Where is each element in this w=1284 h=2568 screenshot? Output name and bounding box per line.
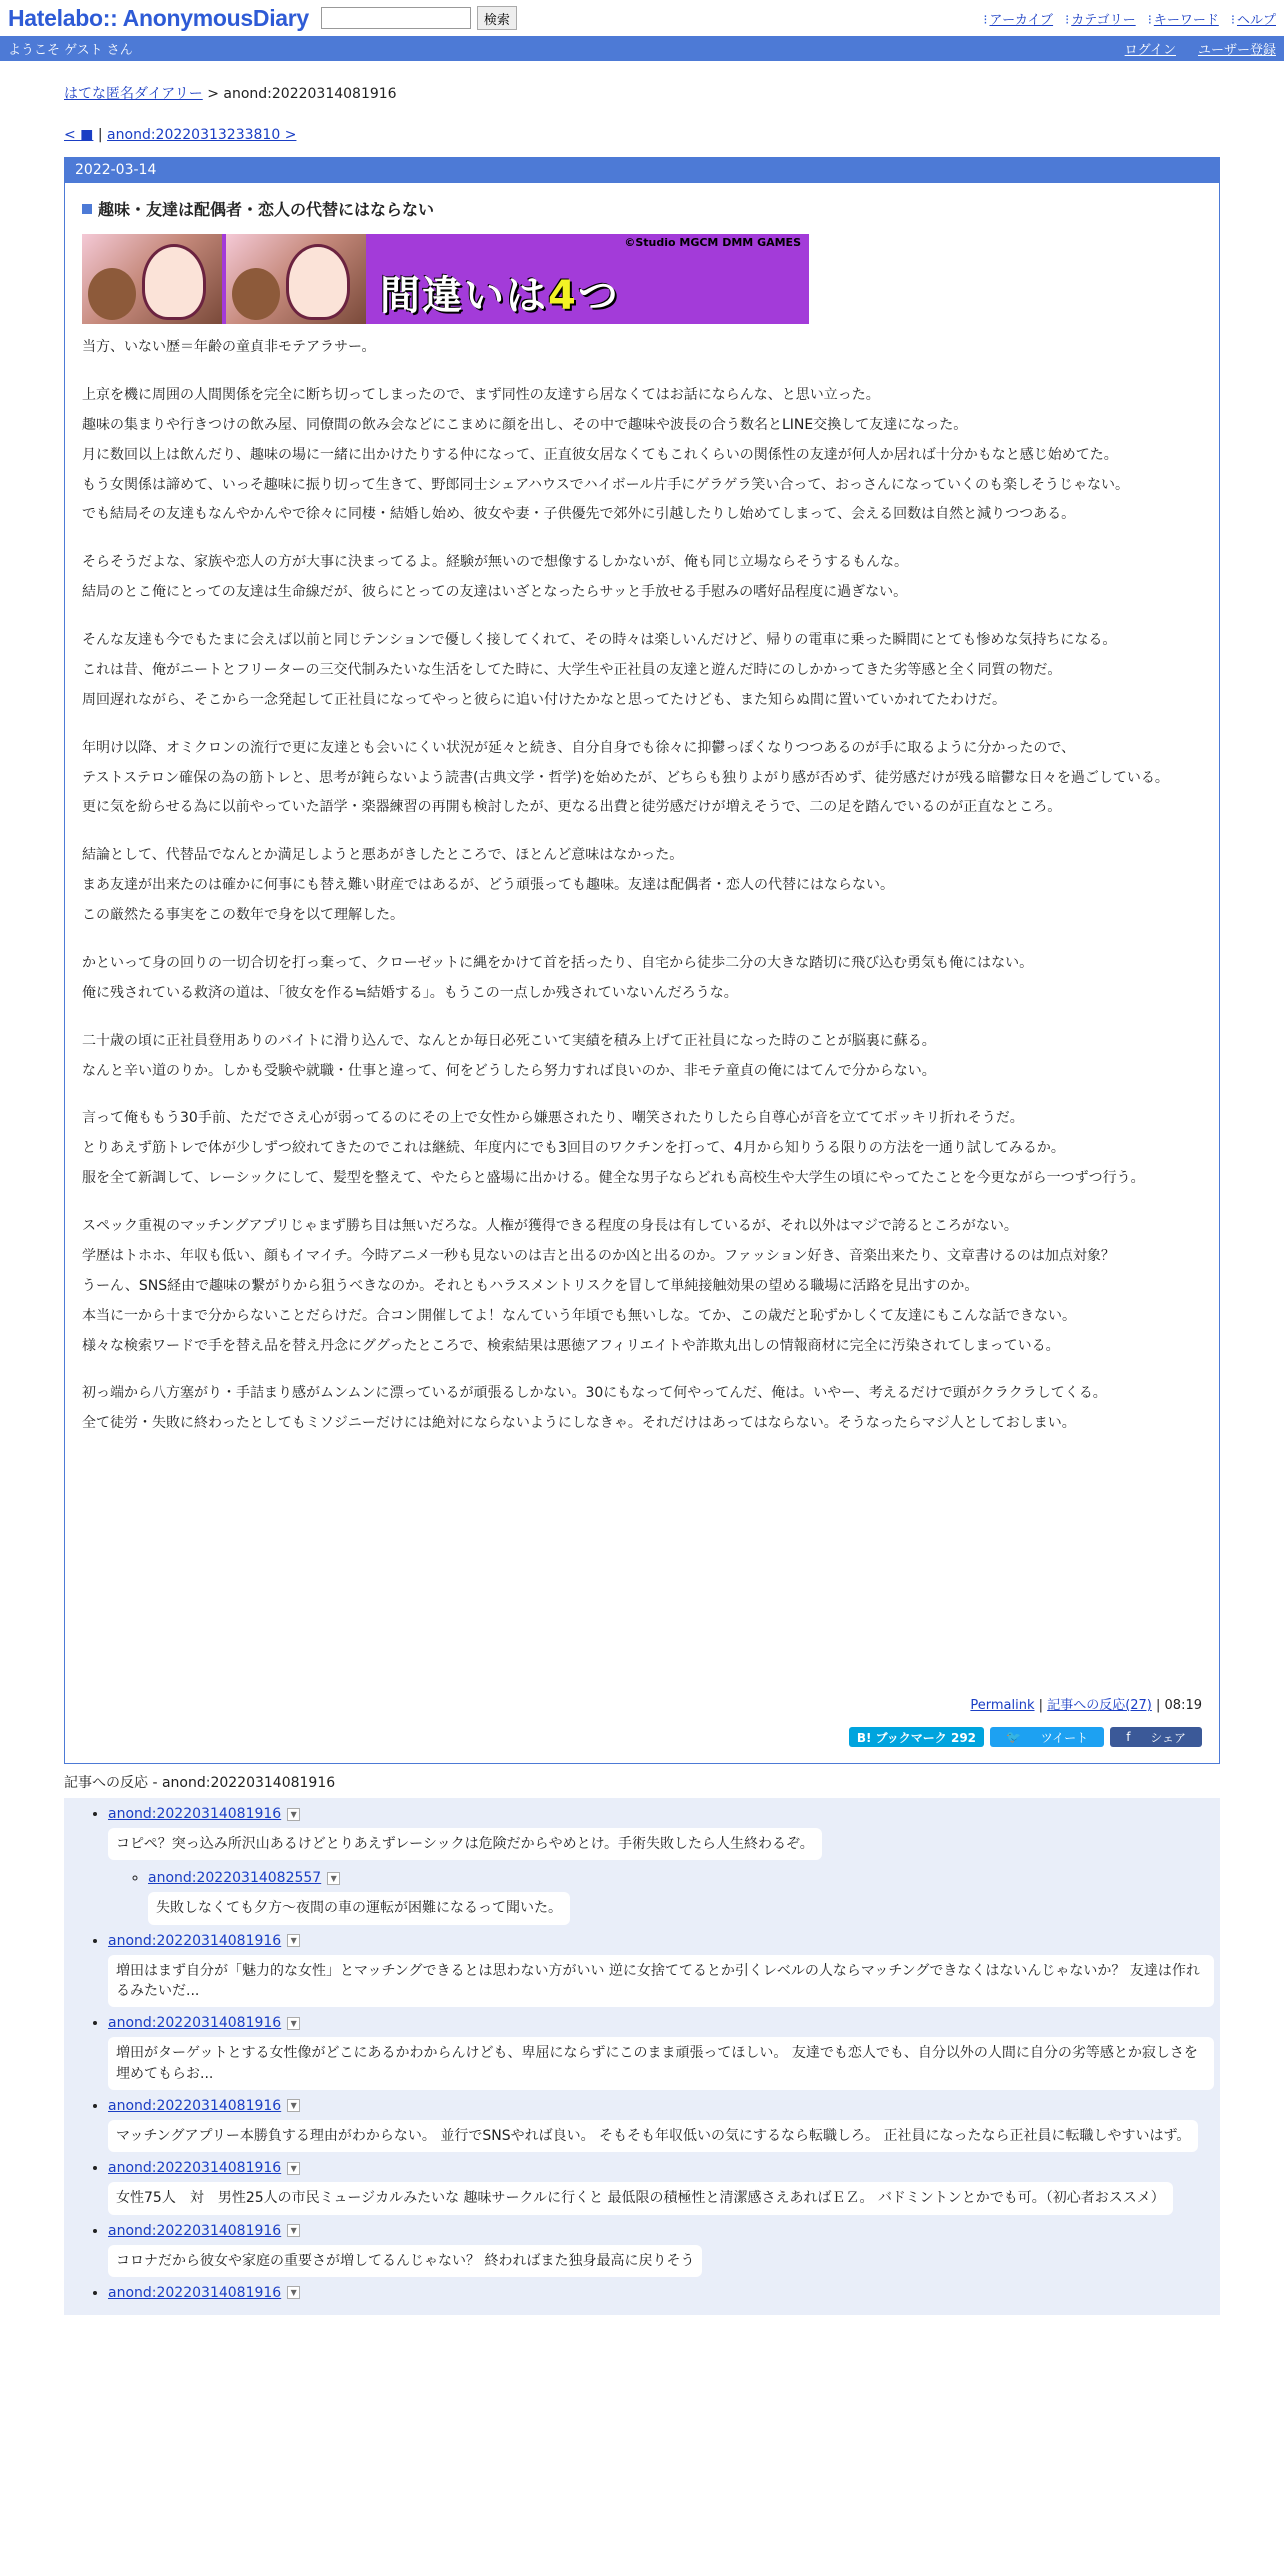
chevron-down-icon[interactable]: ▼ bbox=[287, 2017, 300, 2030]
hatena-bookmark-button[interactable]: B! ブックマーク 292 bbox=[849, 1727, 984, 1747]
character-face bbox=[142, 244, 206, 320]
reactions-list bbox=[64, 1798, 1220, 2315]
entry-title-text: 趣味・友達は配偶者・恋人の代替にはならない bbox=[98, 200, 435, 219]
archive-link[interactable]: ⁝ アーカイブ bbox=[983, 9, 1053, 28]
entry-paragraph: 月に数回以上は飲んだり、趣味の場に一緒に出かけたりする仲になって、正直彼女居なくてもこれくらいの関係性の友達が何人か居れば十分かもなと感じ始めてた。 bbox=[82, 446, 1118, 463]
breadcrumb-root-link[interactable]: はてな匿名ダイアリー bbox=[64, 86, 203, 102]
entry-paragraph: 様々な検索ワードで手を替え品を替え丹念にググったところで、検索結果は悪徳アフィリエイトや詐欺丸出しの情報商材に完全に汚染されてしまっている。 bbox=[82, 1337, 1060, 1354]
reaction-link[interactable]: • anond:20220314081916 bbox=[108, 1932, 282, 1949]
paragraph-gap bbox=[82, 535, 1202, 553]
entry-paragraph: まあ友達が出来たのは確かに何事にも替え難い財産ではあるが、どう頑張っても趣味。友達は配偶者・恋人の代替にはならない。 bbox=[82, 877, 894, 894]
entry-paragraph: 結局のとこ俺にとっての友達は生命線だが、彼らにとっての友達はいざとなったらサッと手放せる手慰みの嗜好品程度に過ぎない。 bbox=[82, 584, 908, 601]
ad-banner[interactable] bbox=[82, 234, 809, 324]
entry-paragraph: スペック重視のマッチングアプリじゃまず勝ち目は無いだろな。人権が獲得できる程度の身長は有しているが、それ以外はマジで誇るところがない。 bbox=[82, 1218, 1018, 1234]
entry-paragraph: 趣味の集まりや行きつけの飲み屋、同僚間の飲み会などにこまめに顔を出し、その中で趣味や波長の合う数名とLINE交換して友達になった。 bbox=[82, 416, 968, 433]
breadcrumb-separator: > bbox=[202, 86, 224, 102]
reaction-excerpt: コピペ？突っ込み所沢山あるけどとりあえずレーシックは危険だからやめとけ。手術失敗したら人生終わるぞ。 bbox=[108, 1828, 822, 1860]
facebook-icon: f bbox=[1126, 1730, 1135, 1745]
fb-label: シェア bbox=[1150, 1730, 1186, 1745]
entry-paragraph: 服を全て新調して、レーシックにして、髪型を整えて、やたらと盛場に出かける。健全な男子ならどれも高校生や大学生の頃にやってたことを今更ながら一つずつ行う。 bbox=[82, 1170, 1145, 1187]
paragraph-gap bbox=[82, 828, 1202, 846]
entry-paragraph: 周回遅れながら、そこから一念発起して正社員になってやっと彼らに追い付けたかなと思ってたけども、また知らぬ間に置いていかれてたわけだ。 bbox=[82, 691, 1006, 708]
help-link[interactable]: ⁝ ヘルプ bbox=[1231, 9, 1276, 28]
entry-paragraph: そらそうだよな、家族や恋人の方が大事に決まってるよ。経験が無いので想像するしかないが、俺も同じ立場ならそうするもんな。 bbox=[82, 554, 908, 571]
entry-paragraph: 上京を機に周囲の人間関係を完全に断ち切ってしまったので、まず同性の友達すら居なくてはお話にならんな、と思い立った。 bbox=[82, 386, 880, 403]
reaction-excerpt: コロナだから彼女や家庭の重要さが増してるんじゃない？ 終わればまた独身最高に戻りそう bbox=[108, 2245, 702, 2277]
entry-paragraph: 学歴はトホホ、年収も低い、顔もイマイチ。今時アニメ一秒も見ないのは吉と出るのか凶と出るのか。ファッション好き、音楽出来たり、文章書けるのは加点対象？ bbox=[82, 1247, 1115, 1264]
reaction-excerpt: マッチングアプリー本勝負する理由がわからない。 並行でSNSやれば良い。 そもそも年収低いの気にするなら転職しろ。 正社員になったなら正社員に転職しやすいはず。 bbox=[108, 2120, 1198, 2152]
entry-paragraph: でも結局その友達もなんやかんやで徐々に同棲・結婚し始め、彼女や妻・子供優先で郊外に引越したりし始めてしまって、会える回数は自然と減りつつある。 bbox=[82, 506, 1076, 523]
slogan-number: 4 bbox=[548, 273, 578, 319]
category-link[interactable]: ⁝ カテゴリー bbox=[1065, 9, 1136, 28]
welcome-message: ようこそ ゲスト さん bbox=[8, 43, 133, 58]
entry-body bbox=[82, 338, 1202, 1434]
entry-paragraph: 初っ端から八方塞がり・手詰まり感がムンムンに漂っているが頑張るしかない。30にもなって何やってんだ、俺は。いやー、考えるだけで頭がクラクラしてくる。 bbox=[82, 1385, 1107, 1402]
footer-separator: | bbox=[1151, 1698, 1165, 1714]
reaction-link[interactable]: • anond:20220314081916 bbox=[108, 2284, 282, 2301]
banner-text-area bbox=[370, 234, 809, 324]
banner-slogan bbox=[380, 264, 620, 321]
site-logo[interactable]: Hatelabo:: AnonymousDiary bbox=[8, 4, 309, 31]
banner-copyright: ©Studio MGCM DMM GAMES bbox=[624, 236, 801, 249]
tweet-button[interactable] bbox=[990, 1727, 1104, 1747]
entry-paragraph: 言って俺ももう30手前、ただでさえ心が弱ってるのにその上で女性から嫌悪されたり、嘲笑されたりしたら自尊心が音を立ててボッキリ折れそうだ。 bbox=[82, 1110, 1024, 1127]
top-bar bbox=[0, 0, 1284, 36]
reaction-excerpt: 失敗しなくても夕方〜夜間の車の運転が困難になるって聞いた。 bbox=[148, 1892, 570, 1924]
reaction-link[interactable]: • anond:20220314081916 bbox=[108, 2160, 282, 2177]
reaction-link[interactable]: • anond:20220314081916 bbox=[108, 2222, 282, 2239]
reaction-header bbox=[108, 2015, 1220, 2031]
reactions-ul bbox=[64, 1806, 1220, 2301]
pager-separator: | bbox=[93, 127, 108, 143]
entry-paragraph: テストステロン確保の為の筋トレと、思考が鈍らないよう読書(古典文学・哲学)を始めたが、どちらも独りよがり感が否めず、徒労感だけが残る暗鬱な日々を過ごしている。 bbox=[82, 769, 1169, 786]
banner-character-image bbox=[82, 234, 222, 324]
search-button[interactable]: 検索 bbox=[477, 6, 517, 30]
register-link[interactable]: ユーザー登録 bbox=[1197, 43, 1276, 58]
paragraph-gap bbox=[82, 1199, 1202, 1217]
breadcrumb bbox=[64, 83, 1220, 103]
reaction-children bbox=[108, 1870, 1220, 1924]
reaction-item bbox=[108, 2015, 1220, 2090]
entry-paragraph: 本当に一から十まで分からないことだらけだ。合コン開催してよ！なんていう年頃でも無いしな。てか、この歳だと恥ずかしくて友達にもこんな話できない。 bbox=[82, 1307, 1076, 1324]
slogan-post: つ bbox=[577, 273, 620, 319]
banner-character-image bbox=[226, 234, 366, 324]
paragraph-gap bbox=[82, 721, 1202, 739]
next-entry-link[interactable]: anond:20220313233810 > bbox=[107, 127, 297, 143]
top-links bbox=[983, 9, 1276, 28]
reaction-item bbox=[148, 1870, 1220, 1924]
reaction-item bbox=[108, 2285, 1220, 2301]
keyword-link[interactable]: ⁝ キーワード bbox=[1148, 9, 1219, 28]
search-input[interactable] bbox=[321, 7, 471, 29]
paragraph-gap bbox=[82, 1091, 1202, 1109]
main-content bbox=[0, 83, 1284, 1792]
reaction-header bbox=[108, 2098, 1220, 2114]
day-section bbox=[64, 157, 1220, 1764]
facebook-share-button[interactable] bbox=[1110, 1727, 1202, 1747]
reaction-link[interactable]: • anond:20220314081916 bbox=[108, 2097, 282, 2114]
entry-paragraph: これは昔、俺がニートとフリーターの三交代制みたいな生活をしてた時に、大学生や正社員の友達と遊んだ時にのしかかってきた劣等感と全く同質の物だ。 bbox=[82, 661, 1062, 678]
reaction-link[interactable]: • anond:20220314081916 bbox=[108, 2015, 282, 2032]
entry-paragraph: 全て徒労・失敗に終わったとしてもミソジニーだけには絶対にならないようにしなきゃ。それだけはあってはならない。そうなったらマジ人としておしまい。 bbox=[82, 1415, 1076, 1432]
reaction-excerpt: 増田はまず自分が「魅力的な女性」とマッチングできるとは思わない方がいい 逆に女捨ててるとか引くレベルの人ならマッチングできなくはないんじゃないか？ 友達は作れるみたいだ... bbox=[108, 1955, 1214, 2008]
reaction-item bbox=[108, 2160, 1220, 2214]
reaction-header bbox=[108, 1806, 1220, 1822]
chevron-down-icon[interactable]: ▼ bbox=[287, 2099, 300, 2112]
reactions-title: 記事への反応 - anond:20220314081916 bbox=[64, 1775, 336, 1792]
paragraph-gap bbox=[82, 1366, 1202, 1384]
chevron-down-icon[interactable]: ▼ bbox=[287, 2162, 300, 2175]
reaction-item bbox=[108, 1806, 1220, 1925]
entry-paragraph: 当方、いない歴＝年齢の童貞非モテアラサー。 bbox=[82, 339, 376, 355]
prev-entry-link[interactable]: < ■ bbox=[64, 127, 94, 143]
twitter-bird-icon: 🐦 bbox=[1006, 1730, 1025, 1745]
entry-paragraph: もう女関係は諦めて、いっそ趣味に振り切って生きて、野郎同士シェアハウスでハイボール片手にゲラゲラ笑い合って、おっさんになっていくのも楽しそうじゃない。 bbox=[82, 476, 1130, 493]
entry-time: 08:19 bbox=[1164, 1698, 1202, 1714]
reaction-header bbox=[108, 2223, 1220, 2239]
square-icon[interactable] bbox=[82, 204, 92, 214]
entry-paragraph: うーん、SNS経由で趣味の繋がりから狙うべきなのか。それともハラスメントリスクを冒して単純接触効果の望める職場に活路を見出すのか。 bbox=[82, 1277, 979, 1294]
reaction-header bbox=[148, 1870, 1220, 1886]
pager bbox=[64, 127, 1220, 143]
entry-paragraph: 更に気を紛らせる為に以前やっていた語学・楽器練習の再開も検討したが、更なる出費と徒労感だけが増えそうで、二の足を踏んでいるのが正直なところ。 bbox=[82, 799, 1062, 816]
entry-paragraph: この厳然たる事実をこの数年で身を以て理解した。 bbox=[82, 907, 404, 923]
entry-paragraph: とりあえず筋トレで体が少しずつ絞れてきたのでこれは継続、年度内にでも3回目のワクチンを打って、4月から知りうる限りの方法を一通り試してみるか。 bbox=[82, 1140, 1065, 1157]
paragraph-gap bbox=[82, 936, 1202, 954]
chevron-down-icon[interactable]: ▼ bbox=[287, 2286, 300, 2299]
reaction-link[interactable]: • anond:20220314081916 bbox=[108, 1806, 282, 1823]
chevron-down-icon[interactable]: ▼ bbox=[327, 1872, 340, 1885]
entry-paragraph: 年明け以降、オミクロンの流行で更に友達とも会いにくい状況が延々と続き、自分自身でも徐々に抑鬱っぽくなりつつあるのが手に取るように分かったので、 bbox=[82, 739, 1076, 756]
reaction-header bbox=[108, 2160, 1220, 2176]
reaction-header bbox=[108, 1933, 1220, 1949]
reaction-item bbox=[108, 2098, 1220, 2152]
chevron-down-icon[interactable]: ▼ bbox=[287, 1934, 300, 1947]
paragraph-gap bbox=[82, 1014, 1202, 1032]
reaction-item bbox=[108, 1933, 1220, 2008]
reaction-excerpt: 増田がターゲットとする女性像がどこにあるかわからんけども、卑屈にならずにこのまま頑張ってほしい。 友達でも恋人でも、自分以外の人間に自分の劣等感とか寂しさを埋めてもらお... bbox=[108, 2037, 1214, 2090]
share-buttons bbox=[65, 1719, 1219, 1763]
day-date: 2022-03-14 bbox=[65, 158, 1219, 183]
login-link[interactable]: ログイン bbox=[1124, 43, 1176, 58]
tweet-label: ツイート bbox=[1040, 1730, 1089, 1745]
entry-paragraph: なんと辛い道のりか。しかも受験や就職・仕事と違って、何をどうしたら努力すれば良いのか、非モテ童貞の俺にはてんで分からない。 bbox=[82, 1062, 936, 1079]
reactions-count-link[interactable]: 記事への反応(27) bbox=[1047, 1698, 1152, 1714]
breadcrumb-current: anond:20220314081916 bbox=[223, 86, 397, 102]
paragraph-gap bbox=[82, 368, 1202, 386]
entry-paragraph: 二十歳の頃に正社員登用ありのバイトに滑り込んで、なんとか毎日必死こいて実績を積み上げて正社員になった時のことが脳裏に蘇る。 bbox=[82, 1032, 936, 1049]
entry-paragraph: 俺に残されている救済の道は、「彼女を作る≒結婚する」。もうこの一点しか残されていないんだろうな。 bbox=[82, 984, 738, 1001]
paragraph-gap bbox=[82, 613, 1202, 631]
entry-spacer bbox=[82, 1444, 1202, 1694]
chevron-down-icon[interactable]: ▼ bbox=[287, 1808, 300, 1821]
entry-paragraph: そんな友達も今でもたまに会えば以前と同じテンションで優しく接してくれて、その時々は楽しいんだけど、帰りの電車に乗った瞬間にとても惨めな気持ちになる。 bbox=[82, 632, 1117, 648]
entry-footer bbox=[82, 1694, 1202, 1719]
bear-figure bbox=[232, 268, 280, 320]
entry bbox=[65, 197, 1219, 1719]
entry-title bbox=[82, 197, 1202, 220]
slogan-pre: 間違いは bbox=[380, 273, 548, 319]
reaction-link[interactable]: ◦ anond:20220314082557 bbox=[148, 1870, 322, 1887]
reaction-header bbox=[108, 2285, 1220, 2301]
footer-separator: | bbox=[1034, 1698, 1048, 1714]
bear-figure bbox=[88, 268, 136, 320]
welcome-bar bbox=[0, 36, 1284, 61]
reaction-item bbox=[108, 2223, 1220, 2277]
character-face bbox=[286, 244, 350, 320]
permalink-link[interactable]: Permalink bbox=[970, 1698, 1035, 1714]
entry-paragraph: かといって身の回りの一切合切を打っ棄って、クローゼットに縄をかけて首を括ったり、自宅から徒歩二分の大きな踏切に飛び込む勇気も俺にはない。 bbox=[82, 954, 1034, 971]
entry-paragraph: 結論として、代替品でなんとか満足しようと悪あがきしたところで、ほとんど意味はなかった。 bbox=[82, 847, 684, 864]
reaction-excerpt: 女性75人 対 男性25人の市民ミュージカルみたいな 趣味サークルに行くと 最低限の積極性と清潔感さえあればＥＺ。 バドミントンとかでも可。（初心者おススメ） bbox=[108, 2182, 1173, 2214]
chevron-down-icon[interactable]: ▼ bbox=[287, 2224, 300, 2237]
